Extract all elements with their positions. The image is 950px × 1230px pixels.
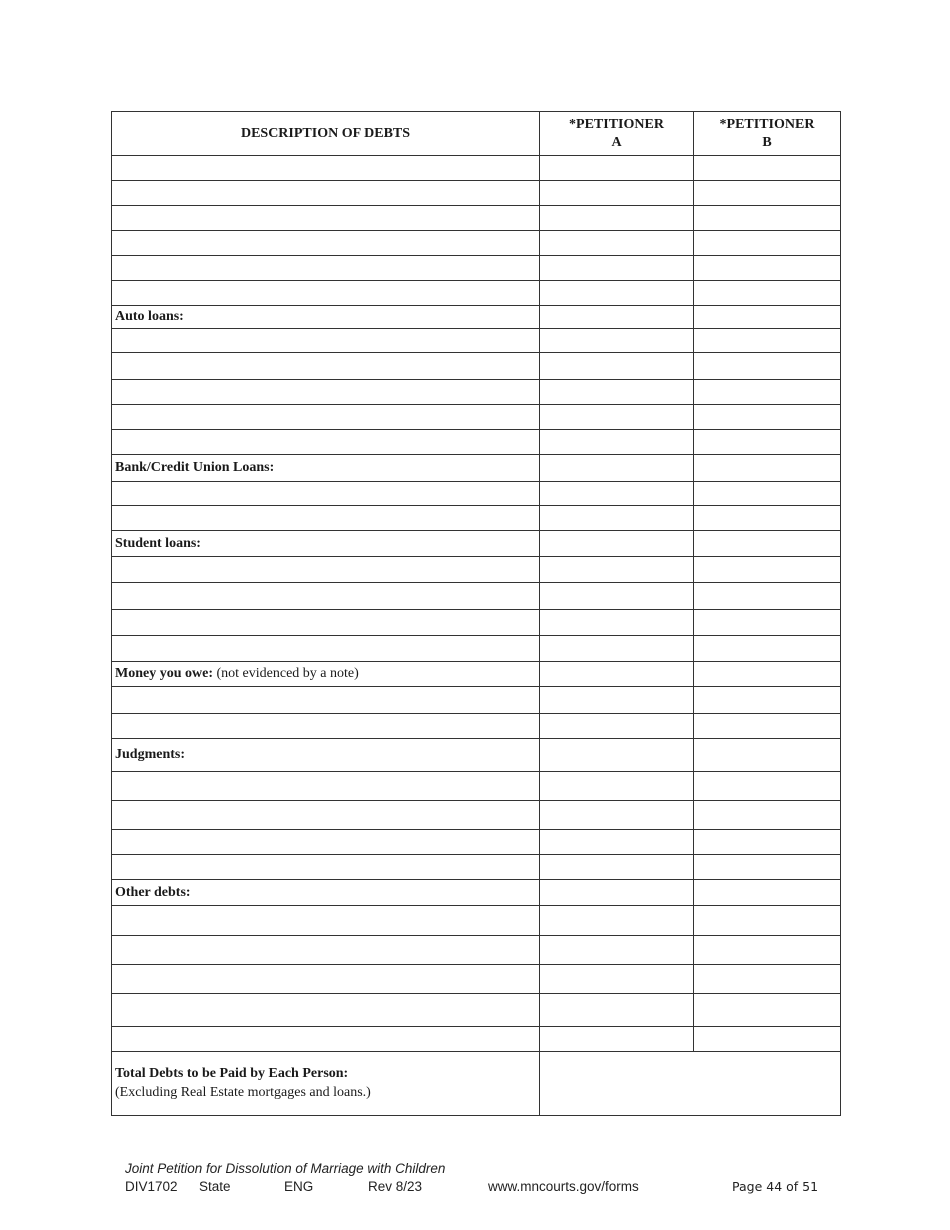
description-cell[interactable] [112, 714, 540, 739]
petitioner-b-cell[interactable] [694, 687, 841, 714]
description-header: DESCRIPTION OF DEBTS [112, 112, 540, 156]
table-row [112, 557, 841, 583]
petitioner-a-cell[interactable] [540, 636, 694, 662]
petitioner-b-cell[interactable] [694, 231, 841, 256]
petitioner-b-cell[interactable] [694, 906, 841, 936]
petitioner-a-cell[interactable] [540, 801, 694, 830]
description-cell[interactable] [112, 687, 540, 714]
section-row-auto-loans [112, 306, 841, 329]
total-row [112, 1052, 841, 1116]
footer-jurisdiction: State [199, 1179, 231, 1194]
section-row-money-owed [112, 662, 841, 687]
table-row [112, 256, 841, 281]
petitioner-a-cell[interactable] [540, 329, 694, 353]
petitioner-b-cell[interactable] [694, 662, 841, 687]
petitioner-b-cell[interactable] [694, 714, 841, 739]
petitioner-a-cell[interactable] [540, 156, 694, 181]
petitioner-b-cell[interactable] [694, 830, 841, 855]
table-row [112, 994, 841, 1027]
debts-table [111, 111, 841, 1116]
petitioner-a-cell[interactable] [540, 662, 694, 687]
description-cell[interactable] [112, 830, 540, 855]
petitioner-b-cell[interactable] [694, 380, 841, 405]
table-row [112, 936, 841, 965]
petitioner-a-cell[interactable] [540, 687, 694, 714]
petitioner-b-cell[interactable] [694, 353, 841, 380]
footer-revision: Rev 8/23 [368, 1179, 423, 1194]
petitioner-b-cell[interactable] [694, 583, 841, 610]
petitioner-a-cell[interactable] [540, 430, 694, 455]
table-row [112, 329, 841, 353]
petitioner-a-cell[interactable] [540, 936, 694, 965]
petitioner-b-cell[interactable] [694, 482, 841, 506]
description-cell[interactable] [112, 430, 540, 455]
footer-form-title: Joint Petition for Dissolution of Marriage with Children [125, 1161, 446, 1176]
description-cell[interactable] [112, 181, 540, 206]
section-row-student-loans [112, 531, 841, 557]
description-cell[interactable] [112, 329, 540, 353]
petitioner-a-cell[interactable] [540, 557, 694, 583]
petitioner-a-cell[interactable] [540, 772, 694, 801]
description-cell[interactable] [112, 256, 540, 281]
petitioner-a-cell[interactable] [540, 583, 694, 610]
description-cell[interactable] [112, 855, 540, 880]
description-cell[interactable] [112, 610, 540, 636]
other-debts-label: Other debts: [112, 880, 540, 906]
petitioner-a-cell[interactable] [540, 455, 694, 482]
petitioner-b-cell[interactable] [694, 1027, 841, 1052]
footer-form-id: DIV1702 [125, 1179, 178, 1194]
judgments-label: Judgments: [112, 739, 540, 772]
petitioner-a-cell[interactable] [540, 906, 694, 936]
footer-url[interactable]: www.mncourts.gov/forms [488, 1179, 639, 1194]
section-row-judgments [112, 739, 841, 772]
table-row [112, 906, 841, 936]
table-row [112, 353, 841, 380]
petitioner-a-cell[interactable] [540, 855, 694, 880]
petitioner-a-cell[interactable] [540, 256, 694, 281]
footer-language: ENG [284, 1179, 314, 1194]
description-cell[interactable] [112, 506, 540, 531]
petitioner-b-cell[interactable] [694, 610, 841, 636]
total-note: (Excluding Real Estate mortgages and loans.) [115, 1085, 371, 1100]
petitioner-a-cell[interactable] [540, 610, 694, 636]
petitioner-a-cell[interactable] [540, 306, 694, 329]
table-row [112, 380, 841, 405]
petitioner-b-cell[interactable] [694, 181, 841, 206]
petitioner-b-cell[interactable] [694, 281, 841, 306]
petitioner-a-cell[interactable] [540, 506, 694, 531]
description-cell[interactable] [112, 231, 540, 256]
table-row [112, 830, 841, 855]
petitioner-b-cell[interactable] [694, 455, 841, 482]
petitioner-b-cell[interactable] [694, 256, 841, 281]
description-cell[interactable] [112, 557, 540, 583]
table-row [112, 772, 841, 801]
description-cell[interactable] [112, 936, 540, 965]
table-row [112, 714, 841, 739]
petitioner-b-cell[interactable] [694, 206, 841, 231]
table-row [112, 583, 841, 610]
table-row [112, 482, 841, 506]
petitioner-a-cell[interactable] [540, 714, 694, 739]
description-cell[interactable] [112, 906, 540, 936]
petitioner-b-cell[interactable] [694, 306, 841, 329]
petitioner-a-cell[interactable] [540, 1027, 694, 1052]
description-cell[interactable] [112, 772, 540, 801]
auto-loans-label: Auto loans: [112, 306, 540, 329]
student-loans-label: Student loans: [112, 531, 540, 557]
petitioner-a-header: *PETITIONER A [540, 112, 694, 156]
petitioner-b-cell[interactable] [694, 329, 841, 353]
description-cell[interactable] [112, 405, 540, 430]
description-cell[interactable] [112, 281, 540, 306]
table-row [112, 405, 841, 430]
petitioner-b-header: *PETITIONER B [694, 112, 841, 156]
table-row [112, 206, 841, 231]
table-row [112, 231, 841, 256]
table-row [112, 281, 841, 306]
description-cell[interactable] [112, 994, 540, 1027]
petitioner-a-cell[interactable] [540, 231, 694, 256]
petitioner-a-cell[interactable] [540, 482, 694, 506]
page-footer [125, 1161, 845, 1194]
table-row [112, 801, 841, 830]
petitioner-a-cell[interactable] [540, 380, 694, 405]
table-row [112, 855, 841, 880]
table-row [112, 636, 841, 662]
petitioner-b-cell[interactable] [694, 739, 841, 772]
petitioner-b-cell[interactable] [694, 405, 841, 430]
petitioner-a-cell[interactable] [540, 994, 694, 1027]
petitioner-b-cell[interactable] [694, 636, 841, 662]
table-row [112, 610, 841, 636]
petitioner-b-cell[interactable] [694, 994, 841, 1027]
bank-loans-label: Bank/Credit Union Loans: [112, 455, 540, 482]
money-owed-note: (not evidenced by a note) [213, 666, 359, 681]
description-cell[interactable] [112, 353, 540, 380]
table-row [112, 1027, 841, 1052]
description-cell[interactable] [112, 1027, 540, 1052]
description-cell[interactable] [112, 636, 540, 662]
description-cell[interactable] [112, 965, 540, 994]
section-row-other-debts [112, 880, 841, 906]
table-row [112, 965, 841, 994]
petitioner-a-cell[interactable] [540, 281, 694, 306]
table-row [112, 156, 841, 181]
section-row-bank-loans [112, 455, 841, 482]
petitioner-b-cell[interactable] [694, 557, 841, 583]
petitioner-b-cell[interactable] [694, 772, 841, 801]
description-cell[interactable] [112, 801, 540, 830]
table-row [112, 687, 841, 714]
petitioner-b-cell[interactable] [694, 531, 841, 557]
petitioner-b-cell[interactable] [694, 965, 841, 994]
table-header-row [112, 112, 841, 156]
total-value-cell[interactable] [540, 1052, 841, 1116]
petitioner-a-cell[interactable] [540, 206, 694, 231]
description-cell[interactable] [112, 482, 540, 506]
petitioner-a-cell[interactable] [540, 739, 694, 772]
table-row [112, 506, 841, 531]
description-cell[interactable] [112, 156, 540, 181]
table-row [112, 181, 841, 206]
petitioner-a-cell[interactable] [540, 965, 694, 994]
description-cell[interactable] [112, 380, 540, 405]
petitioner-b-cell[interactable] [694, 880, 841, 906]
petitioner-b-cell[interactable] [694, 506, 841, 531]
petitioner-a-cell[interactable] [540, 405, 694, 430]
petitioner-a-cell[interactable] [540, 830, 694, 855]
petitioner-b-cell[interactable] [694, 936, 841, 965]
description-cell[interactable] [112, 206, 540, 231]
description-cell[interactable] [112, 583, 540, 610]
petitioner-b-cell[interactable] [694, 855, 841, 880]
petitioner-a-cell[interactable] [540, 880, 694, 906]
petitioner-a-cell[interactable] [540, 353, 694, 380]
petitioner-b-cell[interactable] [694, 156, 841, 181]
petitioner-b-cell[interactable] [694, 430, 841, 455]
total-label: Total Debts to be Paid by Each Person: [115, 1066, 349, 1081]
petitioner-a-cell[interactable] [540, 181, 694, 206]
footer-page-number: Page 44 of 51 [732, 1179, 819, 1194]
petitioner-b-cell[interactable] [694, 801, 841, 830]
money-owed-label: Money you owe: (not evidenced by a note) [112, 662, 540, 687]
petitioner-a-cell[interactable] [540, 531, 694, 557]
table-row [112, 430, 841, 455]
total-label-cell [112, 1052, 540, 1116]
